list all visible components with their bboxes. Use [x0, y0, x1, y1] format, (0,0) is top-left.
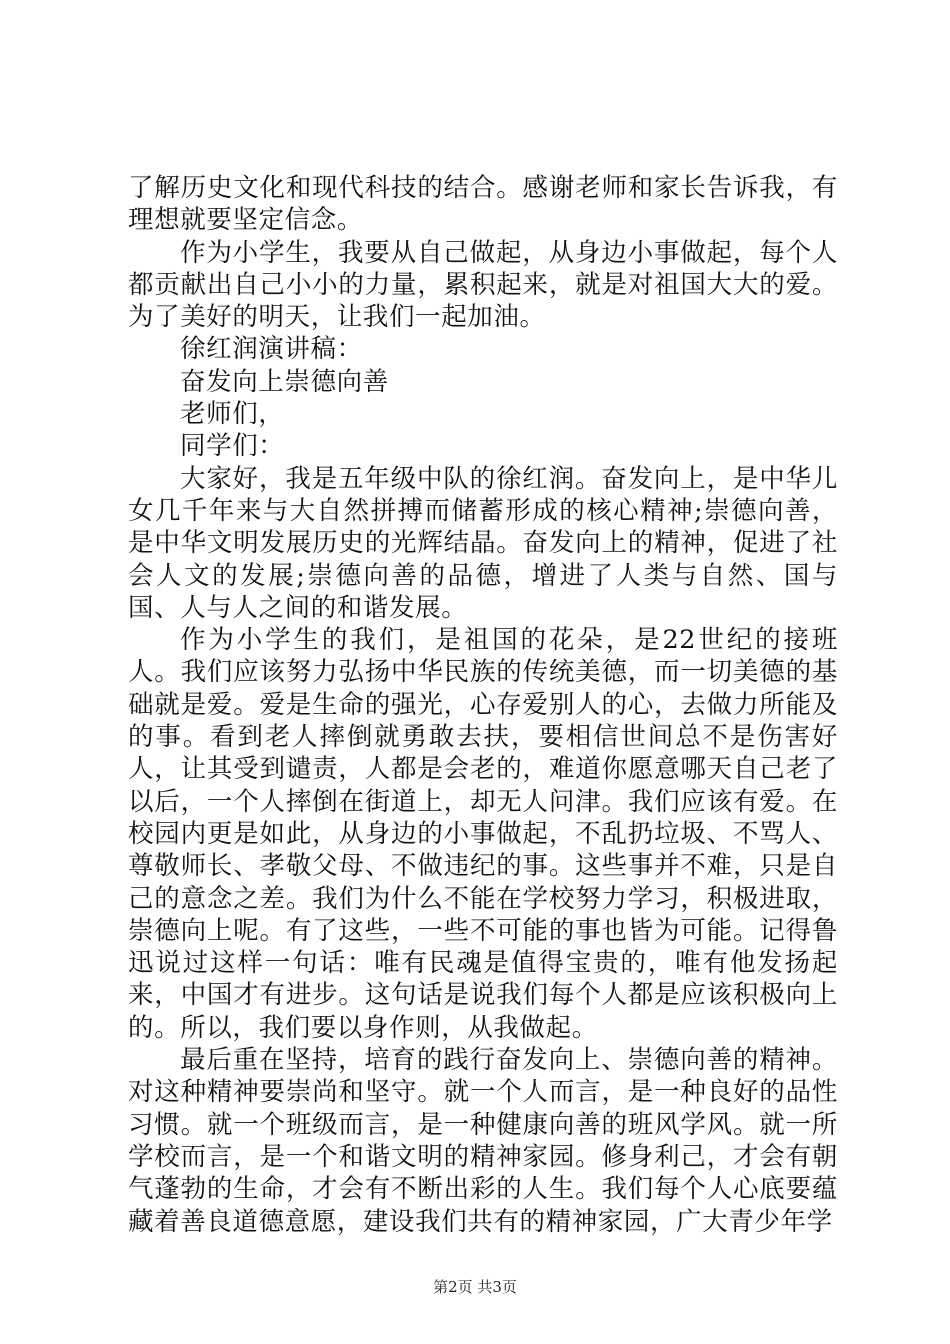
document-body — [128, 172, 838, 1238]
paragraph: 作为小学生，我要从自己做起，从身边小事做起，每个人都贡献出自己小小的力量，累积起来，就是对祖国大大的爱。为了美好的明天，让我们一起加油。 — [128, 237, 838, 333]
paragraph: 大家好，我是五年级中队的徐红润。奋发向上，是中华儿女几千年来与大自然拼搏而储蓄形成的核心精神;崇德向善，是中华文明发展历史的光辉结晶。奋发向上的精神，促进了社会人文的发展;崇德向善的品德，增进了人类与自然、国与国、人与人之间的和谐发展。 — [128, 463, 838, 623]
salutation-teachers: 老师们， — [180, 399, 285, 430]
salutation-students: 同学们： — [180, 431, 285, 462]
page-number-footer: 第2页 共3页 — [433, 1278, 517, 1296]
speech-title: 奋发向上崇德向善 — [180, 366, 389, 397]
paragraph: 最后重在坚持，培育的践行奋发向上、崇德向善的精神。对这种精神要崇尚和坚守。就一个人而言，是一种良好的品性习惯。就一个班级而言，是一种健康向善的班风学风。就一所学校而言，是一个和谐文明的精神家园。修身利己，才会有朝气蓬勃的生命，才会有不断出彩的人生。我们每个人心底要蕴藏着善良道德意愿，建设我们共有的精神家园，广大青少年学 — [128, 1045, 838, 1237]
paragraph: 作为小学生的我们，是祖国的花朵，是22世纪的接班人。我们应该努力弘扬中华民族的传统美德，而一切美德的基础就是爱。爱是生命的强光，心存爱别人的心，去做力所能及的事。看到老人摔倒就勇敢去扶，要相信世间总不是伤害好人，让其受到谴责，人都是会老的，难道你愿意哪天自己老了以后，一个人摔倒在街道上，却无人问津。我们应该有爱。在校园内更是如此，从身边的小事做起，不乱扔垃圾、不骂人、尊敬师长、孝敬父母、不做违纪的事。这些事并不难，只是自己的意念之差。我们为什么不能在学校努力学习，积极进取，崇德向上呢。有了这些，一些不可能的事也皆为可能。记得鲁迅说过这样一句话：唯有民魂是值得宝贵的，唯有他发扬起来，中国才有进步。这句话是说我们每个人都是应该积极向上的。所以，我们要以身作则，从我做起。 — [128, 625, 838, 1043]
speech-title-label: 徐红润演讲稿： — [180, 334, 363, 365]
paragraph: 了解历史文化和现代科技的结合。感谢老师和家长告诉我，有理想就要坚定信念。 — [128, 173, 838, 236]
